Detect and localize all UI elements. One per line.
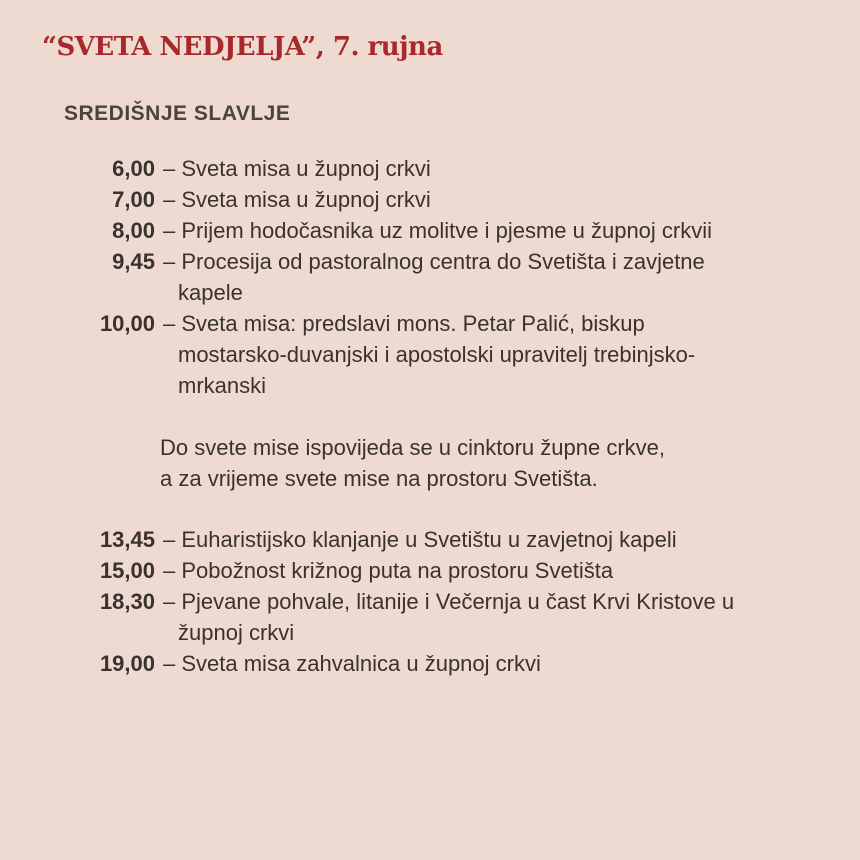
item-dash: –	[163, 187, 182, 212]
item-text: – Sveta misa u župnoj crkvi	[163, 187, 431, 212]
schedule-item	[0, 153, 860, 184]
item-time: 7,00	[112, 187, 155, 212]
schedule-item	[0, 308, 860, 401]
item-dash: –	[163, 311, 182, 336]
item-text: – Prijem hodočasnika uz molitve i pjesme u župnoj crkvii	[163, 218, 713, 243]
item-time: 10,00	[99, 311, 155, 336]
item-dash: –	[163, 527, 182, 552]
item-text: – Euharistijsko klanjanje u Svetištu u zavjetnoj kapeli	[163, 527, 677, 552]
schedule-item	[0, 524, 860, 555]
item-text: – Pjevane pohvale, litanije i Večernja u čast Krvi Kristove u župnoj crkvi	[163, 589, 735, 645]
item-time: 18,30	[99, 589, 155, 614]
schedule	[0, 153, 860, 679]
item-time: 9,45	[112, 249, 155, 274]
item-time: 15,00	[99, 558, 155, 583]
note-line: Do svete mise ispovijeda se u cinktoru župne crkve,	[160, 435, 666, 460]
item-time: 6,00	[112, 156, 155, 181]
schedule-item	[0, 555, 860, 586]
item-dash: –	[163, 558, 182, 583]
item-dash: –	[163, 249, 182, 274]
schedule-list-morning	[0, 153, 860, 401]
item-text: – Sveta misa u župnoj crkvi	[163, 156, 431, 181]
item-time: 8,00	[112, 218, 155, 243]
item-text: – Pobožnost križnog puta na prostoru Svetišta	[163, 558, 614, 583]
note-line: a za vrijeme svete mise na prostoru Svetišta.	[160, 466, 598, 491]
item-text: – Sveta misa zahvalnica u župnoj crkvi	[163, 651, 541, 676]
schedule-item	[0, 586, 860, 648]
schedule-item	[0, 215, 860, 246]
item-dash: –	[163, 156, 182, 181]
item-text: – Procesija od pastoralnog centra do Svetišta i zavjetne kapele	[163, 249, 705, 305]
item-time: 13,45	[99, 527, 155, 552]
schedule-item	[0, 648, 860, 679]
page-title: “SVETA NEDJELJA”, 7. rujna	[42, 32, 443, 62]
item-time: 19,00	[99, 651, 155, 676]
section-heading: SREDIŠNJE SLAVLJE	[64, 102, 291, 125]
item-dash: –	[163, 589, 182, 614]
note-paragraph	[160, 432, 860, 494]
item-text: – Sveta misa: predslavi mons. Petar Palić, biskup mostarsko-duvanjski i apostolski upravitelj trebinjsko- mrkanski	[163, 311, 696, 398]
schedule-item	[0, 246, 860, 308]
item-dash: –	[163, 218, 182, 243]
schedule-item	[0, 184, 860, 215]
schedule-list-afternoon	[0, 524, 860, 679]
item-dash: –	[163, 651, 182, 676]
